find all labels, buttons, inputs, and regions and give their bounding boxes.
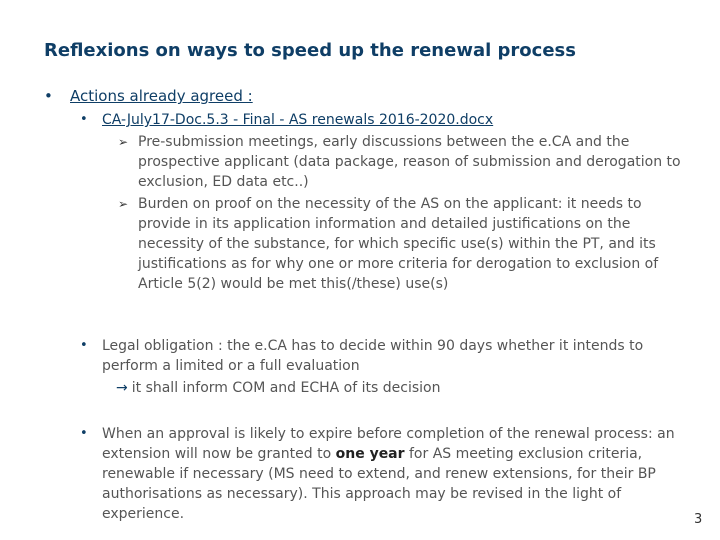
right-arrow-icon: → [116,380,128,396]
approval-emphasis: one year [335,446,405,462]
slide-title: Reflexions on ways to speed up the renewal process [44,40,576,61]
bullet-marker: • [80,426,88,441]
arrow-bullet-icon: ➢ [118,135,129,149]
actions-heading: Actions already agreed : [70,87,253,105]
consequence-text: it shall inform COM and ECHA of its decision [131,380,441,396]
legal-text: Legal obligation : the e.CA has to decide within 90 days whether it intends to perform a limited or a full evaluation [102,338,644,374]
bullet-marker: • [80,338,88,353]
bullet-marker: • [80,112,88,127]
sub-point-text: Burden on proof on the necessity of the AS on the applicant: it needs to provide in its application information and detailed justifications on the necessity of the substance, for which specific use(s) within the PT, and its justifications as for why one or more criteria for derogation to exclusion of Article 5(2) would be met this(/these) use(s) [138,196,659,292]
approval-text-before: When an approval is likely to expire before completion of the renewal process: an extension will now be granted to [102,426,675,462]
approval-text-after: for AS meeting exclusion criteria, renewable if necessary (MS need to extend, and renew extensions, for their BP authorisations as necessary). This approach may be revised in the light of experience. [102,446,656,522]
approval-text [102,424,682,524]
sub-point-text: Pre-submission meetings, early discussions between the e.CA and the prospective applicant (data package, reason of submission and derogation to exclusion, ED data etc..) [138,134,681,190]
legal-consequence [116,378,440,398]
doc-link[interactable]: CA-July17-Doc.5.3 - Final - AS renewals 2016-2020.docx [102,112,494,128]
page-number: 3 [694,512,703,527]
bullet-marker: • [44,87,53,105]
arrow-bullet-icon: ➢ [118,197,129,211]
